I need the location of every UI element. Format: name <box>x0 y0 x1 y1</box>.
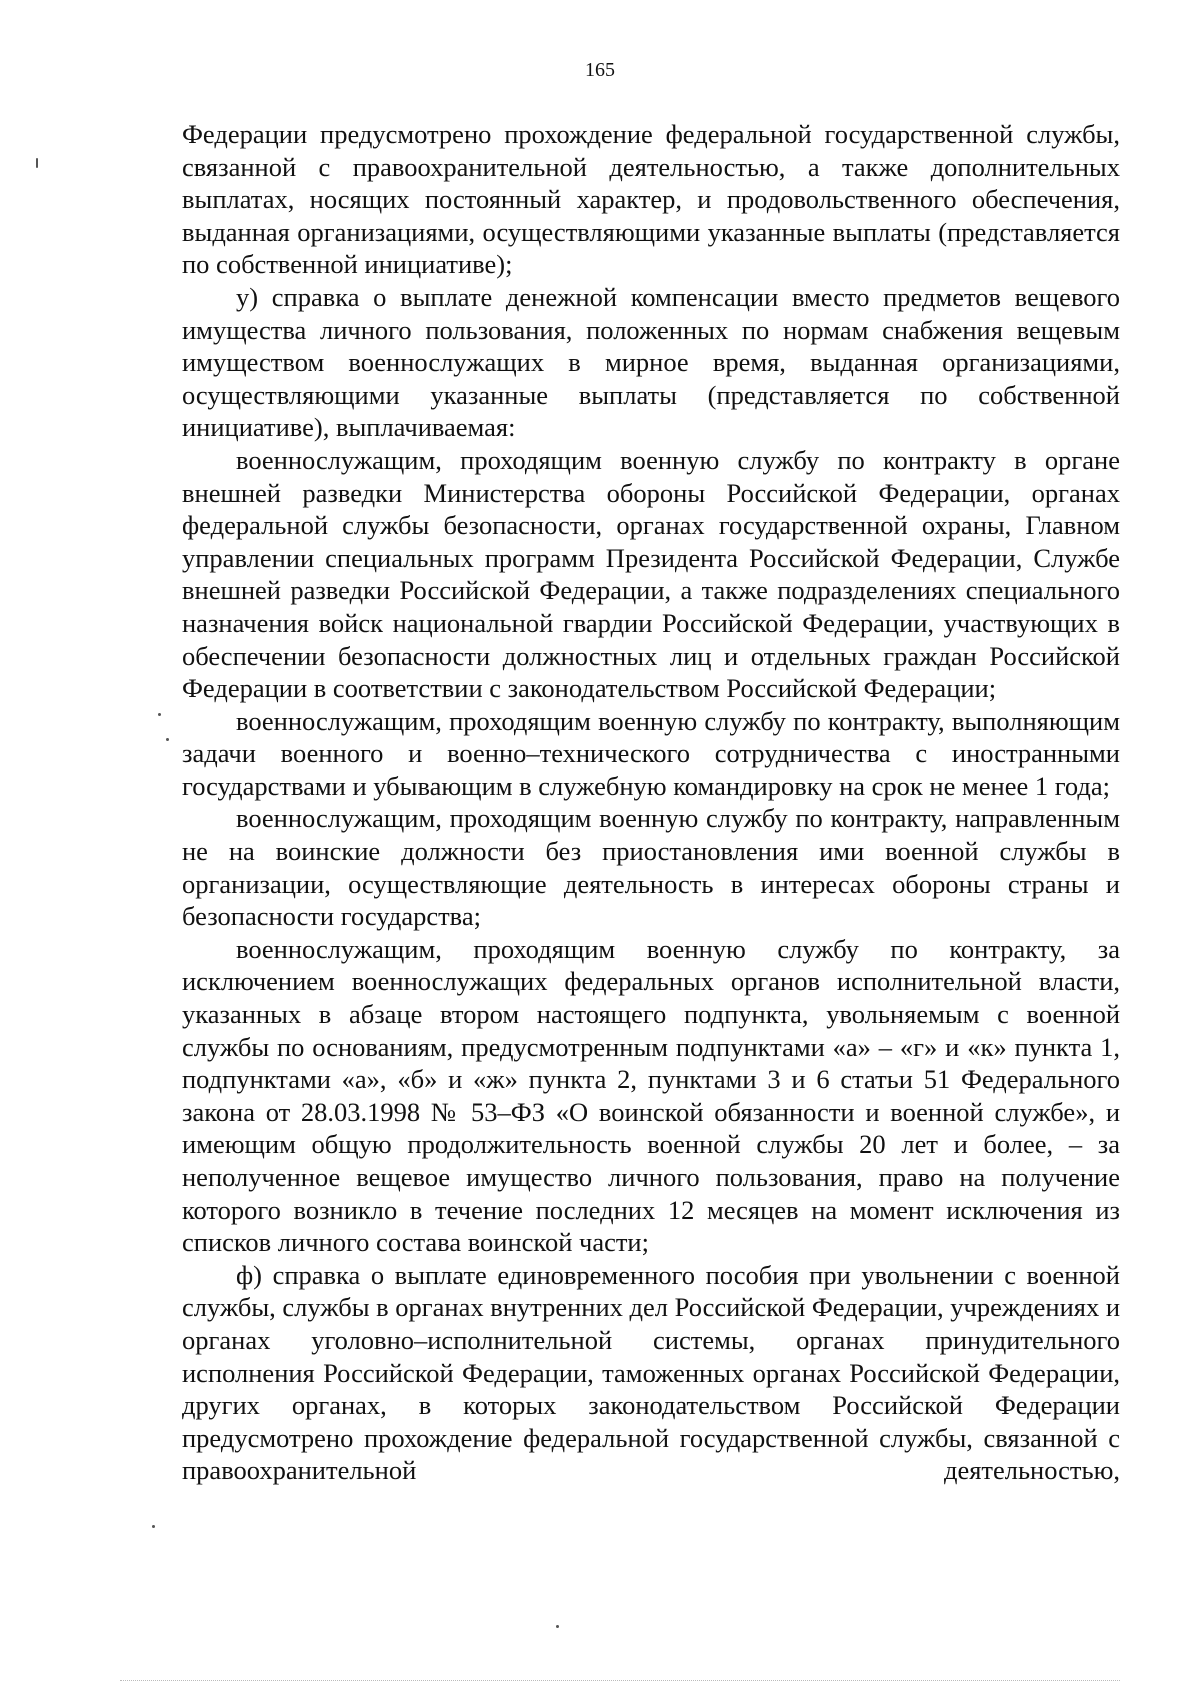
scan-speck <box>166 738 169 741</box>
paragraph-continuation: Федерации предусмотрено прохождение федеральной государственной службы, связанной с правоохранительной деятельностью, а также дополнительных выплатах, носящих постоянный характер, и продовольственного обеспечения, выданная организациями, осуществляющими указанные выплаты (представляется по собственной инициативе); <box>182 119 1120 280</box>
paragraph-item-u: у) справка о выплате денежной компенсации вместо предметов вещевого имущества личного пользования, положенных по нормам снабжения вещевым имуществом военнослужащих в мирное время, выданная организациями, осуществляющими указанные выплаты (представляется по собственной инициативе), выплачиваемая: <box>182 281 1120 443</box>
paragraph-servicemen-discharged: военнослужащим, проходящим военную службу по контракту, за исключением военнослужащих федеральных органов исполнительной власти, указанных в абзаце втором настоящего подпункта, увольняемым с военной службы по основаниям, предусмотренным подпунктами «а» – «г» и «к» пункта 1, подпунктами «а», «б» и «ж» пункта 2, пунктами 3 и 6 статьи 51 Федерального закона от 28.03.1998 № 53–ФЗ «О воинской обязанности и военной службе», и имеющим общую продолжительность военной службы 20 лет и более, – за неполученное вещевое имущество личного пользования, право на получение которого возникло в течение последних 12 месяцев на момент исключения из списков личного состава воинской части; <box>182 933 1120 1258</box>
page-number: 165 <box>585 59 615 81</box>
paragraph-item-f: ф) справка о выплате единовременного пособия при увольнении с военной службы, службы в органах внутренних дел Российской Федерации, учреждениях и органах уголовно–исполнительной системы, органах принудительного исполнения Российской Федерации, таможенных органах Российской Федерации, других органах, в которых законодательством Российской Федерации предусмотрено прохождение федеральной государственной службы, связанной с правоохранительной деятельностью, <box>182 1259 1120 1486</box>
scan-edge-line <box>120 1680 1120 1683</box>
paragraph-servicemen-intelligence: военнослужащим, проходящим военную службу по контракту в органе внешней разведки Министерства обороны Российской Федерации, органах федеральной службы безопасности, органах государственной охраны, Главном управлении специальных программ Президента Российской Федерации, Службе внешней разведки Российской Федерации, а также подразделениях специального назначения войск национальной гвардии Российской Федерации, участвующих в обеспечении безопасности должностных лиц и отдельных граждан Российской Федерации в соответствии с законодательством Российской Федерации; <box>182 444 1120 704</box>
paragraph-servicemen-cooperation: военнослужащим, проходящим военную службу по контракту, выполняющим задачи военного и военно–технического сотрудничества с иностранными государствами и убывающим в служебную командировку на срок не менее 1 года; <box>182 705 1120 801</box>
document-body <box>182 118 1120 1487</box>
scan-speck <box>556 1625 559 1628</box>
scan-speck <box>36 158 38 168</box>
paragraph-servicemen-seconded: военнослужащим, проходящим военную службу по контракту, направленным не на воинские должности без приостановления ими военной службы в организации, осуществляющие деятельность в интересах обороны страны и безопасности государства; <box>182 803 1120 932</box>
scan-speck <box>152 1525 155 1528</box>
scan-speck <box>158 713 161 716</box>
